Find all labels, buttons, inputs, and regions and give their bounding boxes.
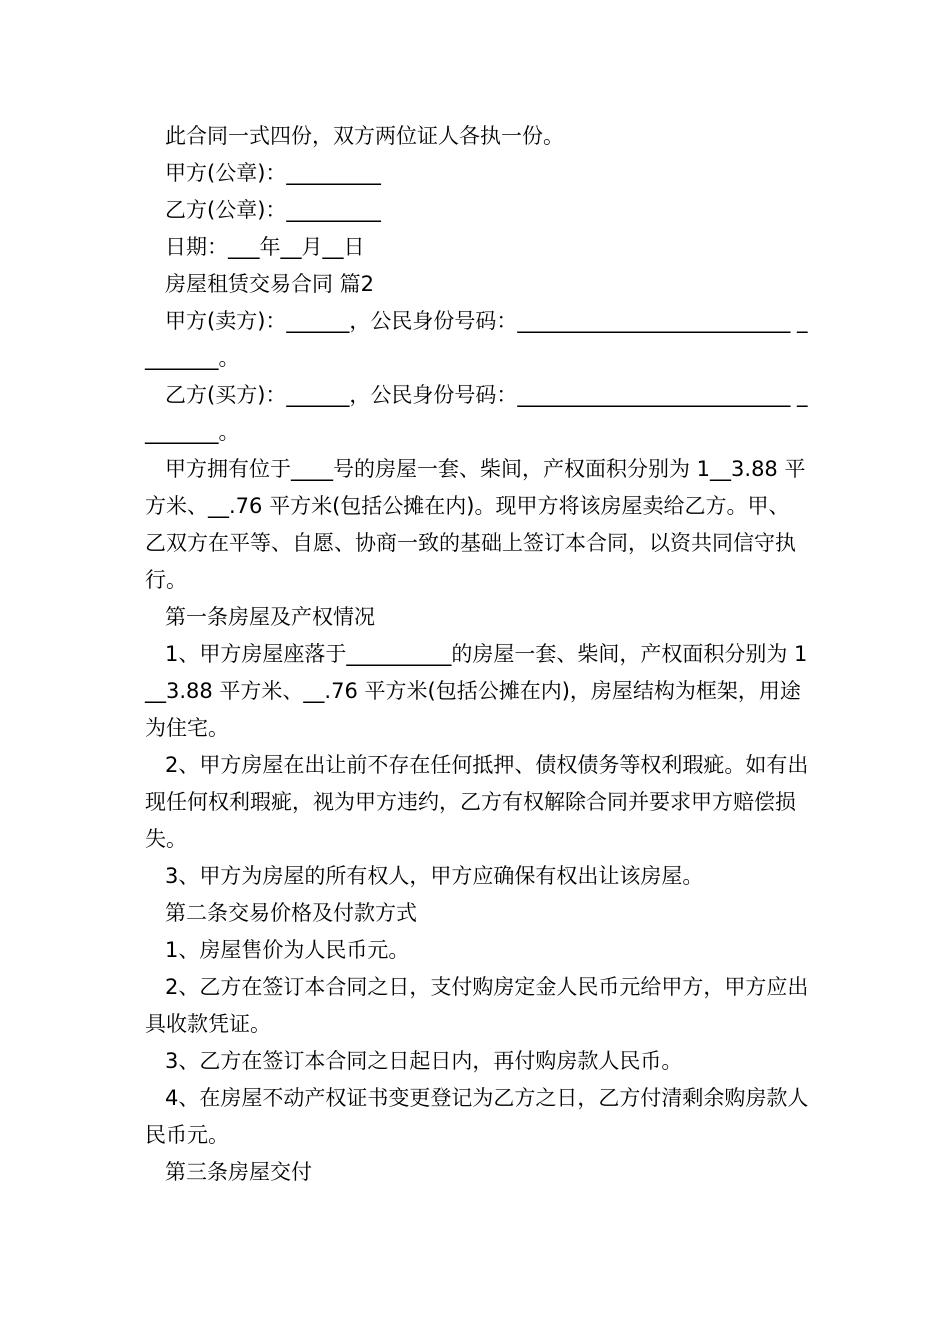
paragraph-party-b-seal: 乙方(公章)：_________	[165, 198, 381, 222]
paragraph-party-b-buyer: 乙方(买方)：______，公民身份号码：__________________________ ________。	[145, 383, 808, 444]
article-3-heading: 第三条房屋交付	[165, 1160, 312, 1184]
paragraph-party-a-seal: 甲方(公章)：_________	[165, 161, 381, 185]
article-2-heading: 第二条交易价格及付款方式	[165, 901, 417, 925]
article-2-item-3: 3、乙方在签订本合同之日起日内，再付购房款人民币。	[165, 1049, 683, 1073]
article-2-item-4: 4、在房屋不动产权证书变更登记为乙方之日，乙方付清剩余购房款人民币元。	[145, 1086, 809, 1147]
article-2-item-1: 1、房屋售价为人民币元。	[165, 938, 410, 962]
article-1-heading: 第一条房屋及产权情况	[165, 605, 375, 629]
article-1-item-2: 2、甲方房屋在出让前不存在任何抵押、债权债务等权利瑕疵。如有出现任何权利瑕疵，视为甲方违约，乙方有权解除合同并要求甲方赔偿损失。	[145, 753, 809, 851]
section-heading-contract-2: 房屋租赁交易合同 篇2	[165, 272, 375, 296]
article-2-item-2: 2、乙方在签订本合同之日，支付购房定金人民币元给甲方，甲方应出具收款凭证。	[145, 975, 809, 1036]
article-1-item-1: 1、甲方房屋座落于__________的房屋一套、柴间，产权面积分别为 1__3.88 平方米、__.76 平方米(包括公摊在内)，房屋结构为框架，用途为住宅。	[145, 642, 808, 740]
paragraph-date: 日期：___年__月__日	[165, 235, 365, 259]
article-1-item-3: 3、甲方为房屋的所有权人，甲方应确保有权出让该房屋。	[165, 864, 704, 888]
document-body	[145, 118, 810, 1191]
paragraph-copies: 此合同一式四份，双方两位证人各执一份。	[165, 124, 564, 148]
paragraph-intro: 甲方拥有位于____号的房屋一套、柴间，产权面积分别为 1__3.88 平方米、__.76 平方米(包括公摊在内)。现甲方将该房屋卖给乙方。甲、乙双方在平等、自愿、协商一致的基础上签订本合同，以资共同信守执行。	[145, 457, 806, 592]
paragraph-party-a-seller: 甲方(卖方)：______，公民身份号码：__________________________ ________。	[145, 309, 808, 370]
